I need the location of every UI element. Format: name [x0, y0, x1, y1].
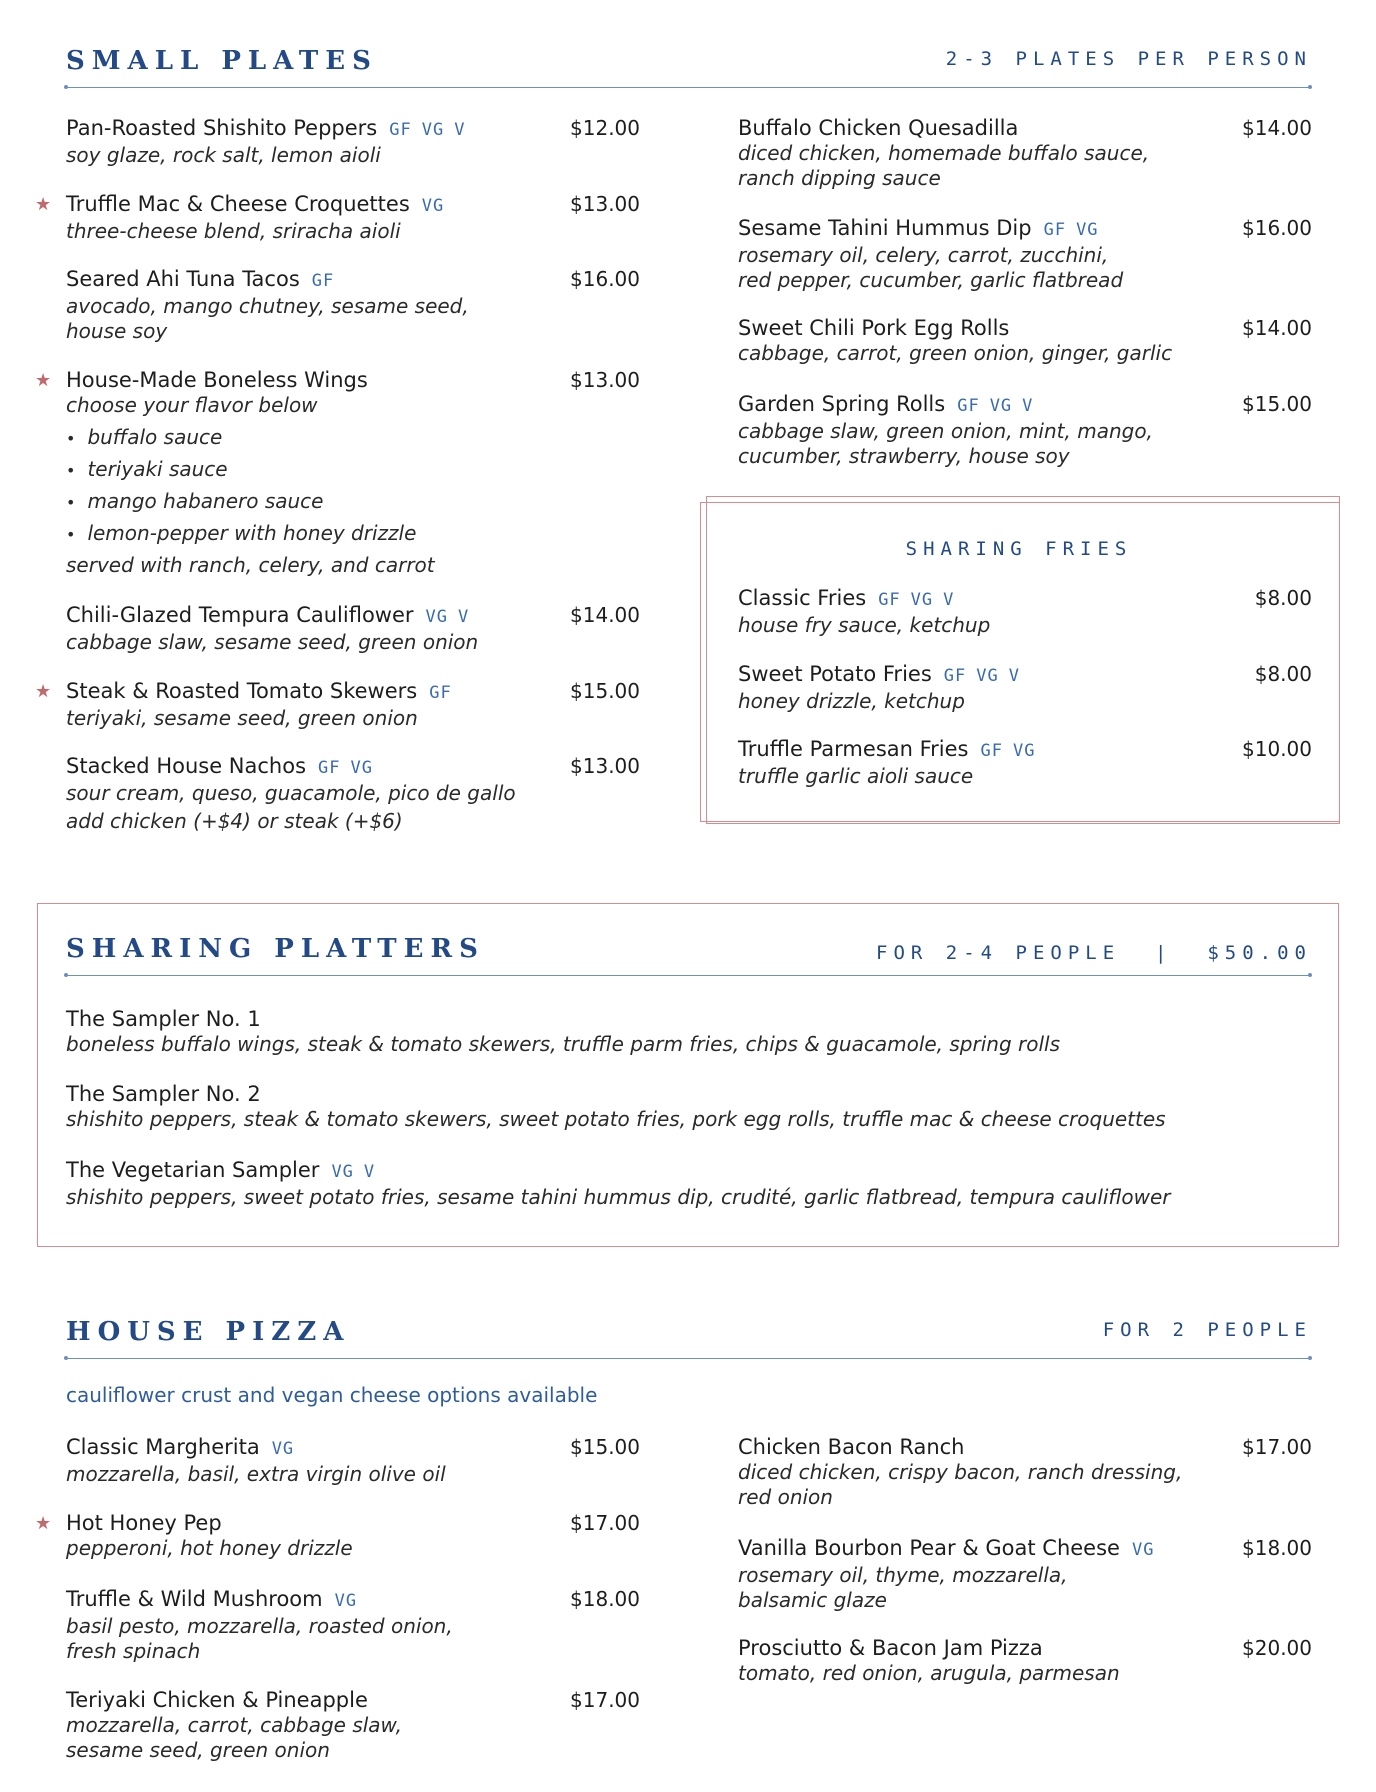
- item-name-row: [66, 679, 640, 706]
- item-description: teriyaki, sesame seed, green onion: [66, 706, 418, 730]
- item-name-row: [738, 1435, 1312, 1460]
- item-name: The Sampler No. 2: [66, 1082, 261, 1106]
- house-pizza-subtitle: FOR 2 PEOPLE: [1102, 1319, 1312, 1341]
- item-name-row: [66, 1007, 1310, 1032]
- dietary-tag: VG: [425, 607, 448, 627]
- item-name-row: [66, 1158, 1310, 1185]
- dietary-tag: VG: [421, 120, 445, 140]
- menu-item: [66, 603, 640, 655]
- item-name-row: [66, 1511, 640, 1536]
- dietary-tag: VG: [1076, 220, 1099, 240]
- item-name: Hot Honey Pep: [66, 1511, 222, 1535]
- item-name: Steak & Roasted Tomato Skewers: [66, 679, 418, 703]
- item-price: $17.00: [1242, 1435, 1312, 1459]
- dietary-tag: VG: [421, 196, 445, 216]
- star-icon: ★: [35, 194, 52, 215]
- dietary-tag: VG: [271, 1439, 295, 1459]
- item-name: House-Made Boneless Wings: [66, 368, 368, 392]
- item-price: $8.00: [1254, 662, 1312, 686]
- dietary-tag: GF: [957, 396, 980, 416]
- sharing-platters-rule: [66, 975, 1310, 976]
- item-name: Buffalo Chicken Quesadilla: [738, 116, 1019, 140]
- dietary-tag: VG: [1012, 741, 1036, 761]
- item-name: Pan-Roasted Shishito Peppers: [66, 116, 378, 140]
- menu-item: [738, 662, 1312, 714]
- item-description: soy glaze, rock salt, lemon aioli: [66, 143, 381, 167]
- item-description: three-cheese blend, sriracha aioli: [66, 219, 401, 243]
- dietary-tag: VG: [334, 1591, 358, 1611]
- item-description: basil pesto, mozzarella, roasted onion,: [66, 1614, 453, 1638]
- dietary-tag: GF: [389, 120, 412, 140]
- star-icon: ★: [35, 681, 52, 702]
- item-description: red onion: [738, 1485, 833, 1509]
- item-name: Truffle Parmesan Fries: [738, 737, 969, 761]
- dietary-tag: V: [458, 607, 470, 627]
- item-description: cabbage slaw, green onion, mint, mango,: [738, 419, 1153, 443]
- item-name: Classic Fries: [738, 586, 867, 610]
- item-price: $8.00: [1254, 586, 1312, 610]
- menu-item: [66, 116, 640, 168]
- item-name: Truffle & Wild Mushroom: [66, 1587, 323, 1611]
- item-name-row: [66, 1082, 1310, 1107]
- item-name-row: [738, 586, 1312, 613]
- item-name: The Vegetarian Sampler: [66, 1158, 320, 1182]
- menu-item: [738, 737, 1312, 789]
- item-price: $14.00: [1242, 316, 1312, 340]
- item-description: fresh spinach: [66, 1639, 201, 1663]
- item-name: Stacked House Nachos: [66, 754, 307, 778]
- menu-item: [738, 1536, 1312, 1613]
- item-name: Garden Spring Rolls: [738, 392, 946, 416]
- menu-item: [66, 1007, 1310, 1057]
- item-price: $16.00: [570, 267, 640, 291]
- item-name-row: [66, 368, 640, 393]
- dietary-tag: GF: [878, 590, 901, 610]
- item-description: balsamic glaze: [738, 1588, 887, 1612]
- item-description: pepperoni, hot honey drizzle: [66, 1536, 353, 1560]
- flavor-option: • lemon-pepper with honey drizzle: [66, 518, 640, 550]
- dietary-tag: VG: [350, 758, 373, 778]
- item-name-row: [66, 267, 640, 294]
- menu-item: [66, 1435, 640, 1487]
- dietary-tag: V: [1022, 396, 1034, 416]
- house-pizza-title: HOUSE PIZZA: [66, 1317, 351, 1347]
- menu-item: [738, 392, 1312, 469]
- dietary-tag: V: [363, 1162, 376, 1182]
- small-plates-rule: [66, 87, 1310, 88]
- item-description: shishito peppers, sweet potato fries, sesame tahini hummus dip, crudité, garlic flatbread, tempura cauliflower: [66, 1185, 1171, 1209]
- dietary-tag: VG: [331, 1162, 354, 1182]
- menu-item: [35, 679, 640, 731]
- flavor-option: • teriyaki sauce: [66, 454, 640, 486]
- item-description: cabbage slaw, sesame seed, green onion: [66, 630, 479, 654]
- item-description: boneless buffalo wings, steak & tomato skewers, truffle parm fries, chips & guacamole, spring rolls: [66, 1032, 1061, 1056]
- dietary-tag: GF: [311, 271, 335, 291]
- flavor-option: • mango habanero sauce: [66, 486, 640, 518]
- item-price: $15.00: [1242, 392, 1312, 416]
- item-description: cabbage, carrot, green onion, ginger, garlic: [738, 341, 1173, 365]
- item-price: $18.00: [1242, 1536, 1312, 1560]
- item-price: $17.00: [570, 1511, 640, 1535]
- item-description: house soy: [66, 319, 168, 343]
- menu-item: [738, 1435, 1312, 1510]
- menu-item: [35, 368, 640, 580]
- item-description: cucumber, strawberry, house soy: [738, 444, 1070, 468]
- item-price: $13.00: [570, 754, 640, 778]
- small-plates-title: SMALL PLATES: [66, 46, 378, 76]
- dietary-tag: GF: [429, 683, 452, 703]
- menu-item: [738, 116, 1312, 191]
- menu-item: [66, 754, 640, 836]
- menu-item: [66, 1587, 640, 1664]
- item-description: mozzarella, basil, extra virgin olive oil: [66, 1462, 446, 1486]
- item-description: mozzarella, carrot, cabbage slaw,: [66, 1713, 402, 1737]
- sharing-platters-title: SHARING PLATTERS: [66, 934, 485, 964]
- item-name: Chicken Bacon Ranch: [738, 1435, 965, 1459]
- menu-item: [738, 1636, 1312, 1686]
- menu-item: [738, 316, 1312, 366]
- menu-item: [66, 1082, 1310, 1132]
- item-name-row: [738, 1536, 1312, 1563]
- dietary-tag: V: [454, 120, 466, 140]
- item-note: add chicken (+$4) or steak (+$6): [66, 809, 403, 833]
- item-note: served with ranch, celery, and carrot: [66, 553, 435, 577]
- item-name-row: [738, 737, 1312, 764]
- item-name-row: [66, 116, 640, 143]
- item-description: diced chicken, homemade buffalo sauce,: [738, 141, 1150, 165]
- flavor-option: • buffalo sauce: [66, 422, 640, 454]
- dietary-tag: VG: [976, 666, 999, 686]
- menu-item: [35, 1511, 640, 1561]
- house-pizza-rule: [66, 1358, 1310, 1359]
- item-price: $18.00: [570, 1587, 640, 1611]
- item-price: $13.00: [570, 368, 640, 392]
- item-price: $12.00: [570, 116, 640, 140]
- house-pizza-note: cauliflower crust and vegan cheese options available: [66, 1383, 598, 1407]
- item-price: $14.00: [570, 603, 640, 627]
- item-price: $15.00: [570, 1435, 640, 1459]
- item-description: truffle garlic aioli sauce: [738, 764, 974, 788]
- item-name: Truffle Mac & Cheese Croquettes: [66, 192, 410, 216]
- dietary-tag: GF: [1043, 220, 1067, 240]
- item-description: rosemary oil, thyme, mozzarella,: [738, 1563, 1068, 1587]
- item-description: tomato, red onion, arugula, parmesan: [738, 1661, 1120, 1685]
- dietary-tag: V: [1008, 666, 1020, 686]
- dietary-tag: GF: [943, 666, 967, 686]
- item-name: Teriyaki Chicken & Pineapple: [66, 1688, 368, 1712]
- item-description: house fry sauce, ketchup: [738, 613, 991, 637]
- menu-item: [738, 586, 1312, 638]
- dietary-tag: GF: [318, 758, 341, 778]
- item-name-row: [66, 192, 640, 219]
- item-description: choose your flavor below: [66, 393, 318, 417]
- item-name-row: [738, 316, 1312, 341]
- item-description: red pepper, cucumber, garlic flatbread: [738, 268, 1124, 292]
- menu-item: [66, 267, 640, 344]
- item-price: $13.00: [570, 192, 640, 216]
- dietary-tag: VG: [1131, 1540, 1155, 1560]
- item-description: sesame seed, green onion: [66, 1738, 330, 1762]
- sharing-fries-title: SHARING FRIES: [905, 538, 1133, 560]
- menu-item: [66, 1688, 640, 1763]
- item-description: ranch dipping sauce: [738, 166, 941, 190]
- item-name-row: [66, 603, 640, 630]
- small-plates-subtitle: 2-3 PLATES PER PERSON: [945, 48, 1312, 70]
- item-name-row: [738, 662, 1312, 689]
- item-description: avocado, mango chutney, sesame seed,: [66, 294, 469, 318]
- dietary-tag: GF: [980, 741, 1003, 761]
- item-name: Vanilla Bourbon Pear & Goat Cheese: [738, 1536, 1120, 1560]
- item-description: sour cream, queso, guacamole, pico de gallo: [66, 781, 516, 805]
- star-icon: ★: [35, 1513, 52, 1534]
- item-name: Sweet Potato Fries: [738, 662, 932, 686]
- item-name: Chili-Glazed Tempura Cauliflower: [66, 603, 414, 627]
- item-price: $16.00: [1242, 216, 1312, 240]
- item-name: Sesame Tahini Hummus Dip: [738, 216, 1032, 240]
- item-name-row: [738, 392, 1312, 419]
- item-name: Classic Margherita: [66, 1435, 260, 1459]
- item-description: honey drizzle, ketchup: [738, 689, 965, 713]
- item-price: $20.00: [1242, 1636, 1312, 1660]
- item-name: Prosciutto & Bacon Jam Pizza: [738, 1636, 1043, 1660]
- dietary-tag: V: [943, 590, 955, 610]
- menu-item: [738, 216, 1312, 293]
- item-price: $10.00: [1242, 737, 1312, 761]
- item-name-row: [66, 754, 640, 781]
- item-name-row: [66, 1435, 640, 1462]
- item-name-row: [738, 1636, 1312, 1661]
- menu-item: [66, 1158, 1310, 1210]
- menu-item: [35, 192, 640, 244]
- item-price: $14.00: [1242, 116, 1312, 140]
- item-name: The Sampler No. 1: [66, 1007, 261, 1031]
- item-name: Seared Ahi Tuna Tacos: [66, 267, 300, 291]
- item-name-row: [738, 216, 1312, 243]
- dietary-tag: VG: [910, 590, 934, 610]
- item-description: shishito peppers, steak & tomato skewers, sweet potato fries, pork egg rolls, truffle mac & cheese croquettes: [66, 1107, 1166, 1131]
- item-description: diced chicken, crispy bacon, ranch dressing,: [738, 1460, 1183, 1484]
- star-icon: ★: [35, 370, 52, 391]
- item-price: $17.00: [570, 1688, 640, 1712]
- dietary-tag: VG: [989, 396, 1013, 416]
- item-name-row: [66, 1587, 640, 1614]
- item-name-row: [66, 1688, 640, 1713]
- sharing-platters-subtitle: FOR 2-4 PEOPLE | $50.00: [876, 942, 1312, 964]
- item-description: rosemary oil, celery, carrot, zucchini,: [738, 243, 1109, 267]
- flavor-list: [66, 422, 640, 550]
- item-name-row: [738, 116, 1312, 141]
- item-name: Sweet Chili Pork Egg Rolls: [738, 316, 1010, 340]
- item-price: $15.00: [570, 679, 640, 703]
